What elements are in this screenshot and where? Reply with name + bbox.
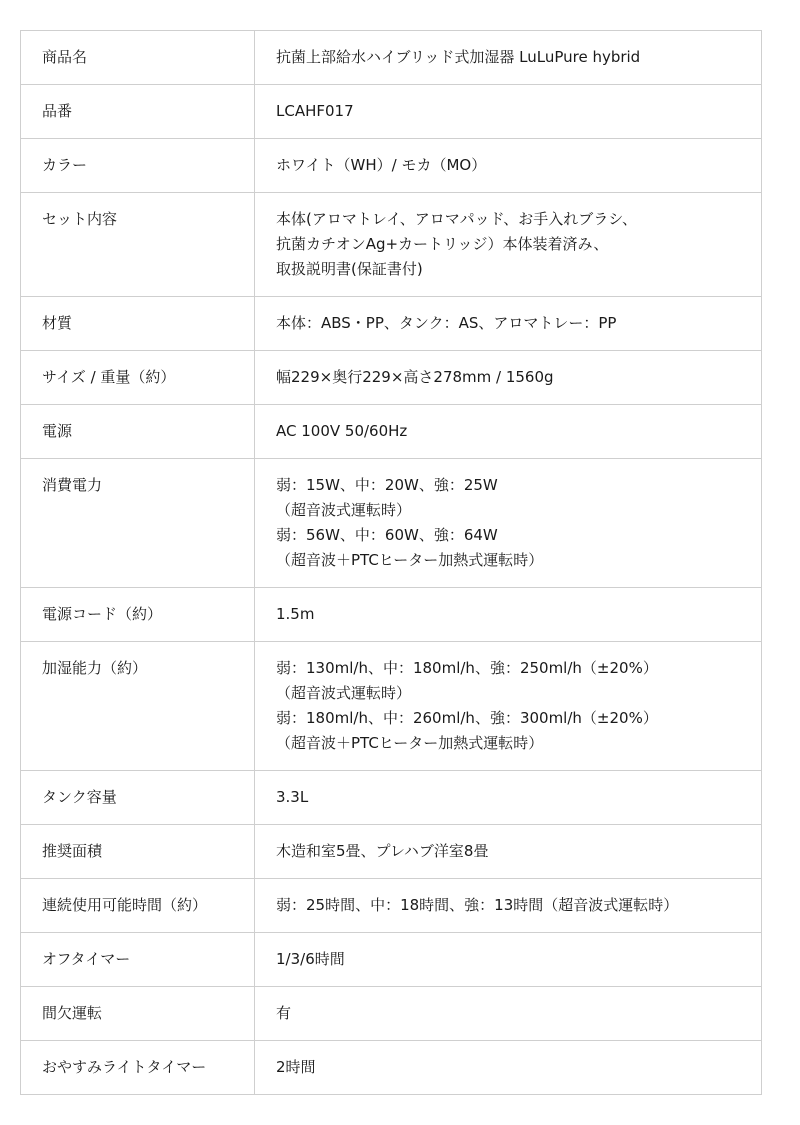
spec-label: おやすみライトタイマー — [21, 1041, 255, 1095]
spec-value — [255, 351, 762, 405]
spec-value-line: 弱：15W、中：20W、強：25W — [276, 476, 498, 494]
table-row — [21, 825, 762, 879]
spec-value — [255, 642, 762, 771]
spec-value-line: 抗菌カチオンAg+カートリッジ）本体装着済み、 — [276, 235, 609, 253]
table-row — [21, 459, 762, 588]
spec-label: 加湿能力（約） — [21, 642, 255, 771]
spec-table — [20, 30, 762, 1095]
spec-value-line: （超音波式運転時） — [276, 501, 412, 519]
spec-value-line: 弱：25時間、中：18時間、強：13時間（超音波式運転時） — [276, 896, 679, 914]
spec-value-line: 取扱説明書(保証書付) — [276, 260, 423, 278]
spec-value-line: 本体：ABS・PP、タンク：AS、アロマトレー：PP — [276, 314, 617, 332]
table-row — [21, 771, 762, 825]
spec-value-line: 弱：180ml/h、中：260ml/h、強：300ml/h（±20%） — [276, 709, 658, 727]
spec-value — [255, 771, 762, 825]
table-row — [21, 31, 762, 85]
spec-value-line: LCAHF017 — [276, 102, 354, 120]
spec-value — [255, 297, 762, 351]
spec-value-line: AC 100V 50/60Hz — [276, 422, 408, 440]
spec-value-line: 1/3/6時間 — [276, 950, 345, 968]
table-row — [21, 405, 762, 459]
spec-value — [255, 405, 762, 459]
spec-value — [255, 879, 762, 933]
table-row — [21, 879, 762, 933]
spec-value-line: （超音波＋PTCヒーター加熱式運転時） — [276, 734, 544, 752]
spec-label: カラー — [21, 139, 255, 193]
spec-value-line: 有 — [276, 1004, 292, 1022]
table-row — [21, 351, 762, 405]
spec-value — [255, 139, 762, 193]
spec-label: 連続使用可能時間（約） — [21, 879, 255, 933]
spec-value — [255, 1041, 762, 1095]
spec-label: 商品名 — [21, 31, 255, 85]
table-row — [21, 297, 762, 351]
table-row — [21, 139, 762, 193]
spec-label: 電源コード（約） — [21, 588, 255, 642]
spec-value-line: 幅229×奥行229×高さ278mm / 1560g — [276, 368, 554, 386]
spec-label: セット内容 — [21, 193, 255, 297]
spec-value-line: （超音波式運転時） — [276, 684, 412, 702]
spec-value — [255, 85, 762, 139]
spec-value — [255, 588, 762, 642]
table-row — [21, 588, 762, 642]
spec-value-line: ホワイト（WH）/ モカ（MO） — [276, 156, 487, 174]
table-row — [21, 933, 762, 987]
spec-value-line: 抗菌上部給水ハイブリッド式加湿器 LuLuPure hybrid — [276, 48, 641, 66]
spec-value-line: 弱：56W、中：60W、強：64W — [276, 526, 498, 544]
spec-label: 間欠運転 — [21, 987, 255, 1041]
spec-label: 消費電力 — [21, 459, 255, 588]
table-row — [21, 85, 762, 139]
spec-value-line: 2時間 — [276, 1058, 316, 1076]
spec-value-line: 3.3L — [276, 788, 309, 806]
spec-value — [255, 825, 762, 879]
spec-label: 推奨面積 — [21, 825, 255, 879]
spec-value — [255, 459, 762, 588]
table-row — [21, 987, 762, 1041]
spec-table-body — [21, 31, 762, 1095]
spec-label: 材質 — [21, 297, 255, 351]
spec-value-line: 本体(アロマトレイ、アロマパッド、お手入れブラシ、 — [276, 210, 638, 228]
spec-value-line: （超音波＋PTCヒーター加熱式運転時） — [276, 551, 544, 569]
spec-label: 品番 — [21, 85, 255, 139]
spec-value-line: 木造和室5畳、プレハブ洋室8畳 — [276, 842, 489, 860]
table-row — [21, 642, 762, 771]
spec-label: 電源 — [21, 405, 255, 459]
spec-value-line: 1.5m — [276, 605, 315, 623]
table-row — [21, 193, 762, 297]
spec-value — [255, 193, 762, 297]
spec-value-line: 弱：130ml/h、中：180ml/h、強：250ml/h（±20%） — [276, 659, 658, 677]
spec-value — [255, 933, 762, 987]
spec-label: タンク容量 — [21, 771, 255, 825]
spec-value — [255, 987, 762, 1041]
table-row — [21, 1041, 762, 1095]
spec-label: サイズ / 重量（約） — [21, 351, 255, 405]
spec-value — [255, 31, 762, 85]
spec-label: オフタイマー — [21, 933, 255, 987]
